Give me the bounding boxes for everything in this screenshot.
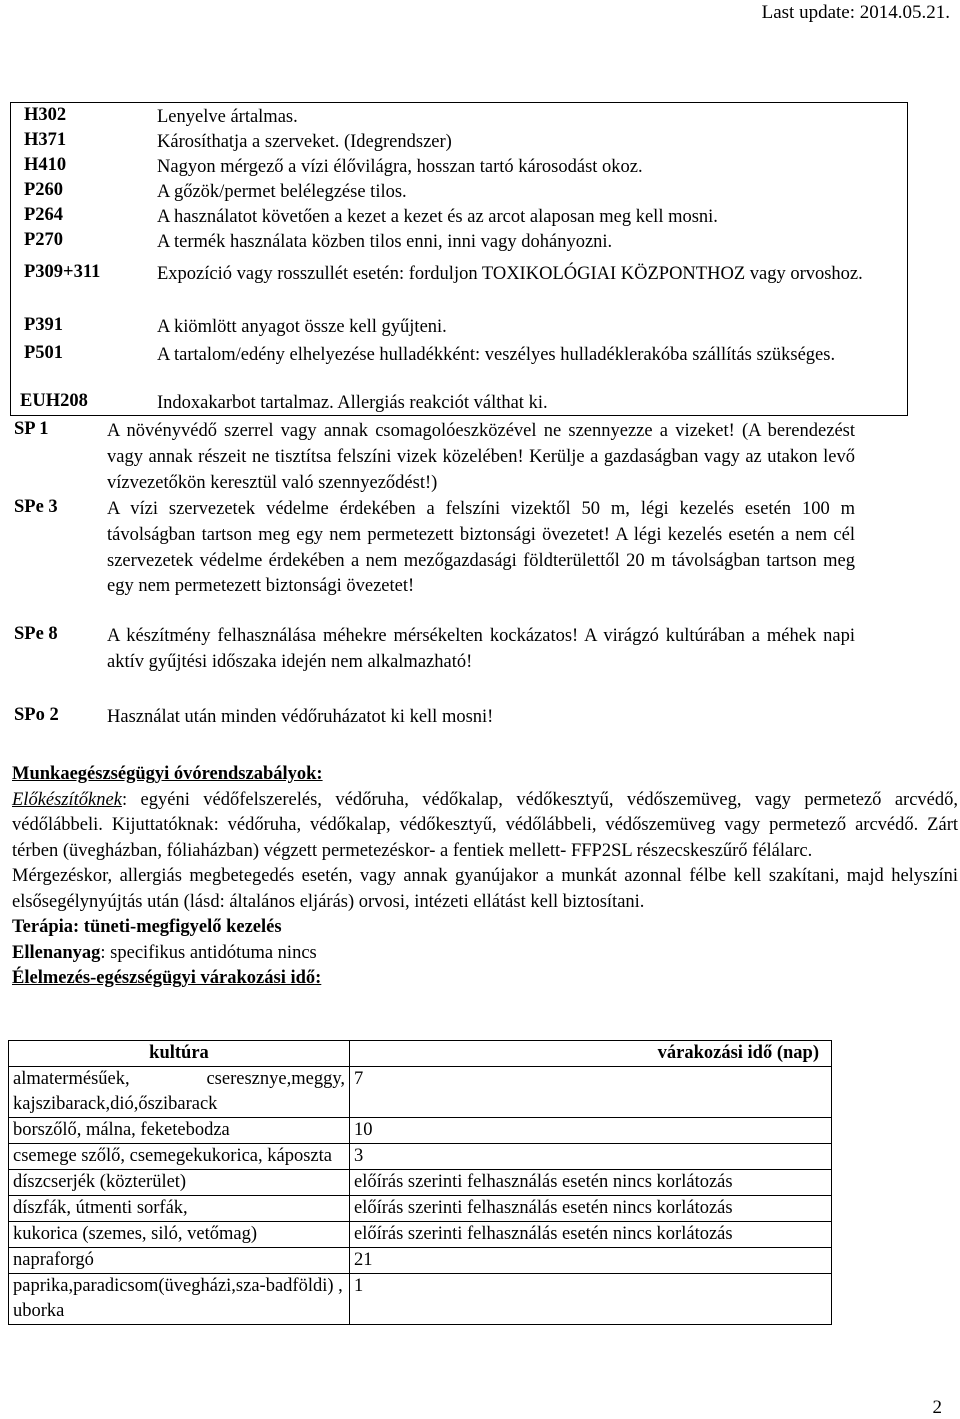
hp-code: P309+311 bbox=[24, 262, 101, 282]
crop-cell: paprika,paradicsom(üvegházi,sza-badföldi) , uborka bbox=[9, 1274, 350, 1325]
table-row bbox=[9, 1067, 832, 1118]
crop-cell: csemege szőlő, csemegekukorica, káposzta bbox=[9, 1144, 350, 1170]
table-row bbox=[9, 1222, 832, 1248]
days-cell: előírás szerinti felhasználás esetén nincs korlátozás bbox=[350, 1222, 832, 1248]
hp-text: Indoxakarbot tartalmaz. Allergiás reakciót válthat ki. bbox=[157, 393, 548, 413]
crop-cell: díszfák, útmenti sorfák, bbox=[9, 1196, 350, 1222]
table-row bbox=[9, 1274, 832, 1325]
hp-code: P264 bbox=[24, 205, 64, 225]
column-header-crop: kultúra bbox=[9, 1041, 350, 1067]
hp-text: Károsíthatja a szerveket. (Idegrendszer) bbox=[157, 132, 452, 152]
table-header-row bbox=[9, 1041, 832, 1067]
hp-code: H371 bbox=[24, 130, 67, 150]
sp-text: Használat után minden védőruházatot ki kell mosni! bbox=[107, 707, 494, 727]
hp-code: H302 bbox=[24, 105, 67, 125]
sp-code: SPe 8 bbox=[14, 624, 58, 644]
safety-section bbox=[12, 762, 958, 992]
hp-text: A kiömlött anyagot össze kell gyűjteni. bbox=[157, 317, 447, 337]
hp-code: EUH208 bbox=[20, 391, 88, 411]
sp-text: A készítmény felhasználása méhekre mérsékelten kockázatos! A virágzó kultúrában a méhek napi aktív gyűjtési időszaka idején nem alkalmazható! bbox=[107, 626, 855, 672]
days-cell: előírás szerinti felhasználás esetén nincs korlátozás bbox=[350, 1196, 832, 1222]
crop-cell: díszcserjék (közterület) bbox=[9, 1170, 350, 1196]
preparers-text: : egyéni védőfelszerelés, védőruha, védőkalap, védőkesztyű, védőszemüveg, vagy permetező arcvédő, védőlábbeli. bbox=[12, 789, 958, 835]
hp-code: P501 bbox=[24, 343, 64, 363]
table-row bbox=[9, 1196, 832, 1222]
hp-code: P260 bbox=[24, 180, 64, 200]
sp-text: A növényvédő szerrel vagy annak csomagolóeszközével ne szennyezze a vizeket! (A berendezést vagy annak részeit ne tisztítsa felszíni vizek közelében! Kerülje a gazdaságban vagy az utakon levő vízvezetőkön keresztül való szennyeződést!) bbox=[107, 421, 855, 493]
antidote-label: Ellenanyag bbox=[12, 942, 101, 963]
sp-statements bbox=[0, 417, 960, 737]
sp-code: SP 1 bbox=[14, 419, 49, 439]
days-cell: 10 bbox=[350, 1118, 832, 1144]
waiting-heading: Élelmezés-egészségügyi várakozási idő: bbox=[12, 968, 322, 988]
hp-code: H410 bbox=[24, 155, 67, 175]
sp-text: A vízi szervezetek védelme érdekében a felszíni vizektől 50 m, légi kezelés esetén 100 m távolságban tartson meg egy nem permetezett biztonsági övezetet! A légi kezelés esetén a nem cél szervezetek védelme érdekében a nem mezőgazdasági földterülettől 20 m távolságban tartson meg egy nem permetezett biztonsági övezetet! bbox=[107, 499, 855, 597]
hp-text: A termék használata közben tilos enni, inni vagy dohányozni. bbox=[157, 232, 613, 252]
hp-text: A használatot követően a kezet a kezet és az arcot alaposan meg kell mosni. bbox=[157, 207, 718, 227]
days-cell: 7 bbox=[350, 1067, 832, 1118]
crop-cell: borszőlő, málna, feketebodza bbox=[9, 1118, 350, 1144]
days-cell: 1 bbox=[350, 1274, 832, 1325]
days-cell: 21 bbox=[350, 1248, 832, 1274]
hp-text: A tartalom/edény elhelyezése hulladékként: veszélyes hulladéklerakóba szállítás szükséges. bbox=[157, 345, 836, 365]
antidote-text: : specifikus antidótuma nincs bbox=[100, 942, 317, 963]
hp-text: A gőzök/permet belélegzése tilos. bbox=[157, 182, 407, 202]
sp-code: SPo 2 bbox=[14, 705, 59, 725]
crop-cell: kukorica (szemes, siló, vetőmag) bbox=[9, 1222, 350, 1248]
table-row bbox=[9, 1248, 832, 1274]
last-update: Last update: 2014.05.21. bbox=[761, 2, 950, 23]
crop-cell: napraforgó bbox=[9, 1248, 350, 1274]
crop-cell: almatermésűek, cseresznye,meggy, kajszibarack,dió,őszibarack bbox=[9, 1067, 350, 1118]
hp-code: P270 bbox=[24, 230, 64, 250]
ppe-paragraph bbox=[12, 788, 958, 865]
table-row bbox=[9, 1170, 832, 1196]
page-number: 2 bbox=[932, 1397, 942, 1418]
table-row bbox=[9, 1144, 832, 1170]
hp-code: P391 bbox=[24, 315, 64, 335]
poisoning-paragraph: Mérgezéskor, allergiás megbetegedés esetén, vagy annak gyanújakor a munkát azonnal félbe kell szakítani, majd helyszíni elsősegélynyújtás után (lásd: általános eljárás) orvosi, intézeti ellátást kell biztosítani. bbox=[12, 866, 958, 912]
hp-text: Nagyon mérgező a vízi élővilágra, hosszan tartó károsodást okoz. bbox=[157, 157, 643, 177]
applicators-text: Kijuttatóknak: védőruha, védőkalap, védőkesztyű, védőlábbeli, védőszemüveg vagy permetező arcvédő. Zárt térben (üvegházban, fóliaházban) végzett permetezéskor- a fentiek mellett- FFP2SL részecskeszűrő félálarc. bbox=[12, 815, 958, 861]
table-row bbox=[9, 1118, 832, 1144]
waiting-time-table bbox=[8, 1040, 832, 1325]
sp-code: SPe 3 bbox=[14, 497, 58, 517]
preparers-label: Előkészítőknek bbox=[12, 789, 122, 810]
days-cell: előírás szerinti felhasználás esetén nincs korlátozás bbox=[350, 1170, 832, 1196]
therapy-line: Terápia: tüneti-megfigyelő kezelés bbox=[12, 917, 282, 937]
column-header-days: várakozási idő (nap) bbox=[350, 1041, 832, 1067]
safety-heading: Munkaegészségügyi óvórendszabályok: bbox=[12, 764, 323, 784]
hp-text: Lenyelve ártalmas. bbox=[157, 107, 298, 127]
days-cell: 3 bbox=[350, 1144, 832, 1170]
hazard-precaution-table bbox=[10, 102, 908, 416]
hp-text: Expozíció vagy rosszullét esetén: forduljon TOXIKOLÓGIAI KÖZPONTHOZ vagy orvoshoz. bbox=[157, 264, 863, 284]
